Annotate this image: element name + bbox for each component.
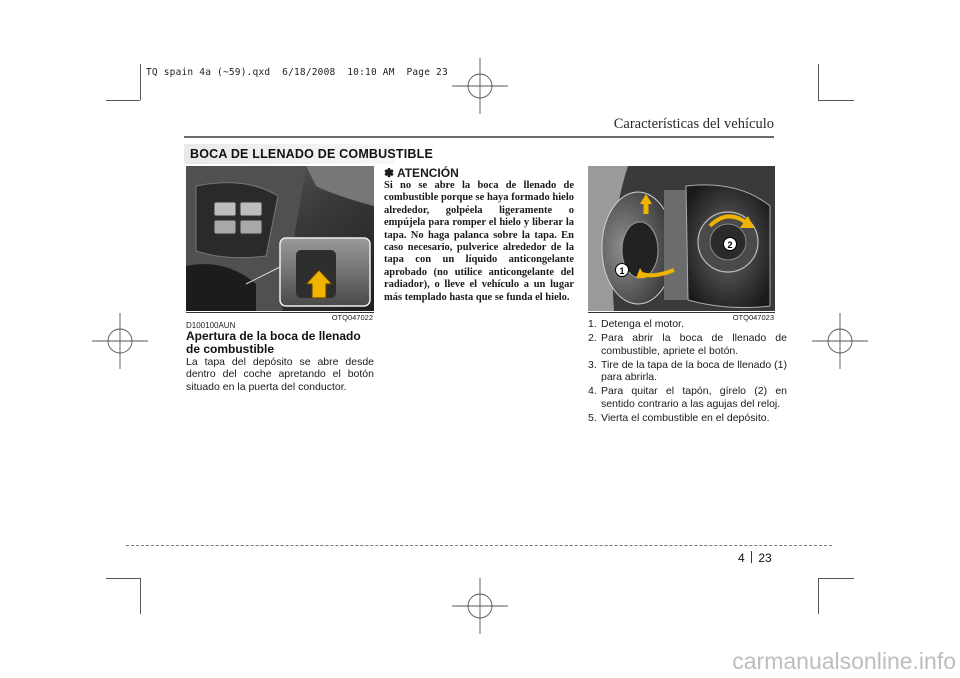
registration-mark-left (92, 313, 148, 369)
footer-dashed-rule (126, 545, 832, 546)
section-title: BOCA DE LLENADO DE COMBUSTIBLE (190, 147, 434, 161)
registration-mark-bottom (452, 578, 508, 634)
watermark-text: carmanualsonline.info (732, 648, 956, 674)
figure-code-right: OTQ047023 (732, 313, 774, 322)
list-item: 3. Tire de la tapa de la boca de llenado (1) para abrirla. (588, 358, 787, 384)
steps-list (588, 318, 788, 424)
figure-code-left: OTQ047022 (331, 313, 373, 322)
caution-title: ATENCIÓN (396, 166, 459, 180)
chapter-title: Características del vehículo (613, 116, 774, 132)
registration-mark-top (452, 58, 508, 114)
caution-asterisk-icon: ✽ (384, 166, 395, 180)
list-item: 4. Para quitar el tapón, gírelo (2) en sentido contrario a las agujas del reloj. (588, 385, 787, 410)
callout-1: 1 (619, 266, 625, 276)
page-number (738, 551, 772, 565)
fuel-filler-illustration (588, 166, 775, 311)
print-slug: TQ spain 4a (~59).qxd 6/18/2008 10:10 AM Page 23 (146, 67, 448, 78)
page-count: 23 (758, 551, 772, 565)
door-switch-illustration (186, 166, 374, 311)
paragraph-opening: La tapa del depósito se abre desde dentro del coche apretando el botón situado en la puerta del conductor. (186, 356, 374, 393)
caution-text: Si no se abre la boca de llenado de combustible porque se haya formado hielo alrededor, golpéela ligeramente o empújela para romper el hielo y liberar la tapa. No haga palanca sobre la tapa. En caso necesario, pulverice alrededor de la tapa con un líquido anticongelante aprobado (no utilice anticongelante del radiador), o lleve el vehículo a un lugar más templado hasta que se funda el hielo. (384, 180, 574, 303)
list-item: 2. Para abrir la boca de llenado de combustible, apriete el botón. (588, 332, 787, 357)
list-item: 5. Vierta el combustible en el depósito. (588, 412, 770, 425)
caution-heading (384, 166, 459, 180)
list-item: 1. Detenga el motor. (588, 318, 684, 330)
figure-fuel-filler (588, 166, 775, 311)
subsection-heading: Apertura de la boca de llenado de combustible (186, 329, 361, 356)
header-rule (184, 136, 774, 138)
chapter-number: 4 (738, 551, 745, 565)
figure-door-switch (186, 166, 374, 311)
reference-code: D100100AUN (186, 321, 236, 330)
callout-2: 2 (727, 240, 733, 250)
registration-mark-right (812, 313, 868, 369)
page-separator (751, 551, 752, 563)
